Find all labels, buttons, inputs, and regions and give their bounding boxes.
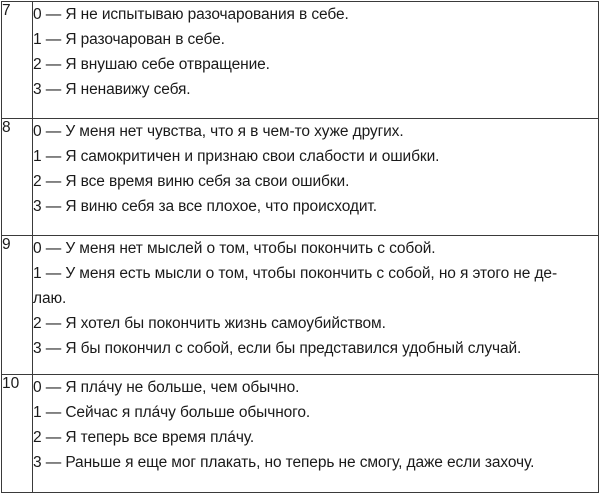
answer-option: 2 — Я хотел бы покончить жизнь самоубийством.: [33, 315, 386, 332]
answer-option: 1 — Сейчас я плáчу больше обычного.: [33, 404, 311, 421]
answer-options: [33, 2, 599, 119]
answer-options: [33, 236, 599, 375]
answer-option: 3 — Я ненавижу себя.: [33, 81, 191, 98]
question-number: 9: [2, 236, 33, 375]
answer-option: 1 — Я самокритичен и признаю свои слабости и ошибки.: [33, 148, 440, 165]
answer-option: 3 — Раньше я еще мог плакать, но теперь не смогу, даже если захочу.: [33, 454, 535, 471]
question-row-7: [2, 2, 599, 119]
question-number: 10: [2, 375, 33, 493]
answer-options: [33, 119, 599, 236]
answer-option: 2 — Я теперь все время плáчу.: [33, 429, 255, 446]
answer-option: 3 — Я виню себя за все плохое, что происходит.: [33, 198, 377, 215]
answer-option: 0 — У меня нет чувства, что я в чем-то хуже других.: [33, 123, 404, 140]
question-number: 8: [2, 119, 33, 236]
answer-option-continuation: лаю.: [33, 290, 67, 307]
answer-option: 0 — Я не испытываю разочарования в себе.: [33, 6, 349, 23]
question-row-9: [2, 236, 599, 375]
questionnaire-table: [1, 1, 599, 493]
answer-option: 1 — Я разочарован в себе.: [33, 31, 225, 48]
answer-option: 3 — Я бы покончил с собой, если бы представился удобный случай.: [33, 340, 522, 357]
question-number: 7: [2, 2, 33, 119]
answer-options: [33, 375, 599, 493]
answer-option: 2 — Я все время виню себя за свои ошибки.: [33, 173, 350, 190]
question-row-8: [2, 119, 599, 236]
question-row-10: [2, 375, 599, 493]
answer-option: 2 — Я внушаю себе отвращение.: [33, 56, 270, 73]
answer-option: 1 — У меня есть мысли о том, чтобы покончить с собой, но я этого не де-: [33, 265, 558, 282]
answer-option: 0 — Я плáчу не больше, чем обычно.: [33, 379, 300, 396]
answer-option: 0 — У меня нет мыслей о том, чтобы покончить с собой.: [33, 240, 436, 257]
